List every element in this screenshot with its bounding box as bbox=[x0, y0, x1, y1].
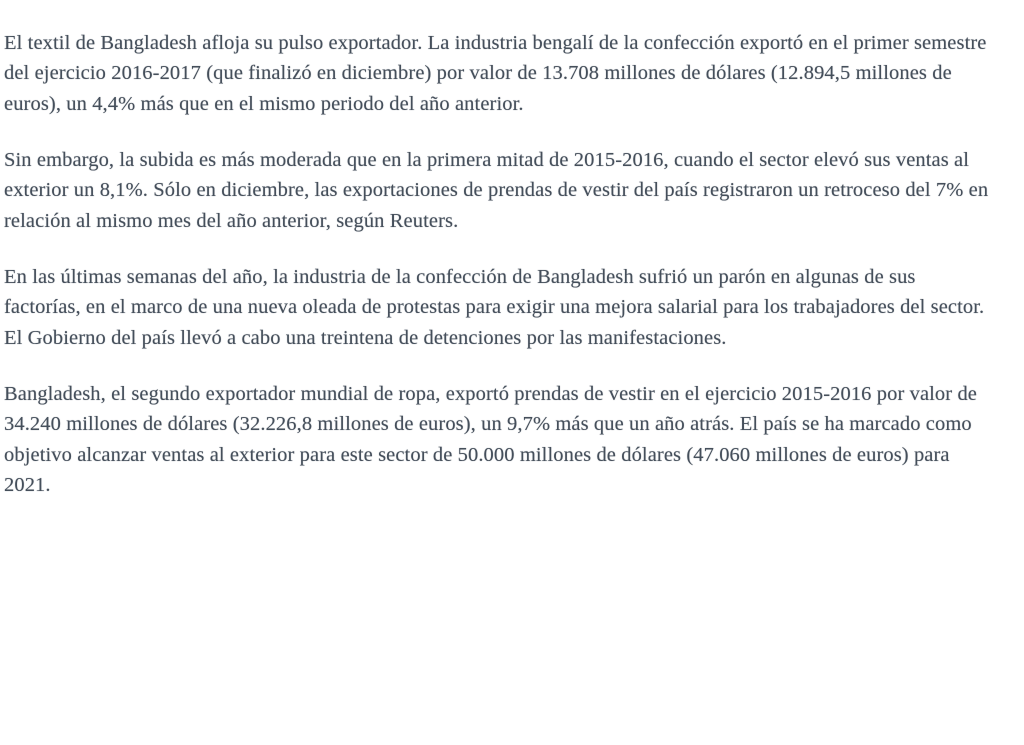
paragraph-1: El textil de Bangladesh afloja su pulso exportador. La industria bengalí de la confección exportó en el primer semestre del ejercicio 2016-2017 (que finalizó en diciembre) por valor de 13.708 millones de dólares (12.894,5 millones de euros), un 4,4% más que en el mismo periodo del año anterior. bbox=[4, 32, 987, 115]
paragraph-4: Bangladesh, el segundo exportador mundial de ropa, exportó prendas de vestir en el ejercicio 2015-2016 por valor de 34.240 millones de dólares (32.226,8 millones de euros), un 9,7% más que un año atrás. El país se ha marcado como objetivo alcanzar ventas al exterior para este sector de 50.000 millones de dólares (47.060 millones de euros) para 2021. bbox=[4, 382, 977, 496]
paragraph-3: En las últimas semanas del año, la industria de la confección de Bangladesh sufrió un parón en algunas de sus factorías, en el marco de una nueva oleada de protestas para exigir una mejora salarial para los trabajadores del sector. El Gobierno del país llevó a cabo una treintena de detenciones por las manifestaciones. bbox=[4, 265, 985, 349]
paragraph-2: Sin embargo, la subida es más moderada que en la primera mitad de 2015-2016, cuando el sector elevó sus ventas al exterior un 8,1%. Sólo en diciembre, las exportaciones de prendas de vestir del país registraron un retroceso del 7% en relación al mismo mes del año anterior, según Reuters. bbox=[4, 148, 989, 232]
article-body bbox=[4, 28, 994, 500]
